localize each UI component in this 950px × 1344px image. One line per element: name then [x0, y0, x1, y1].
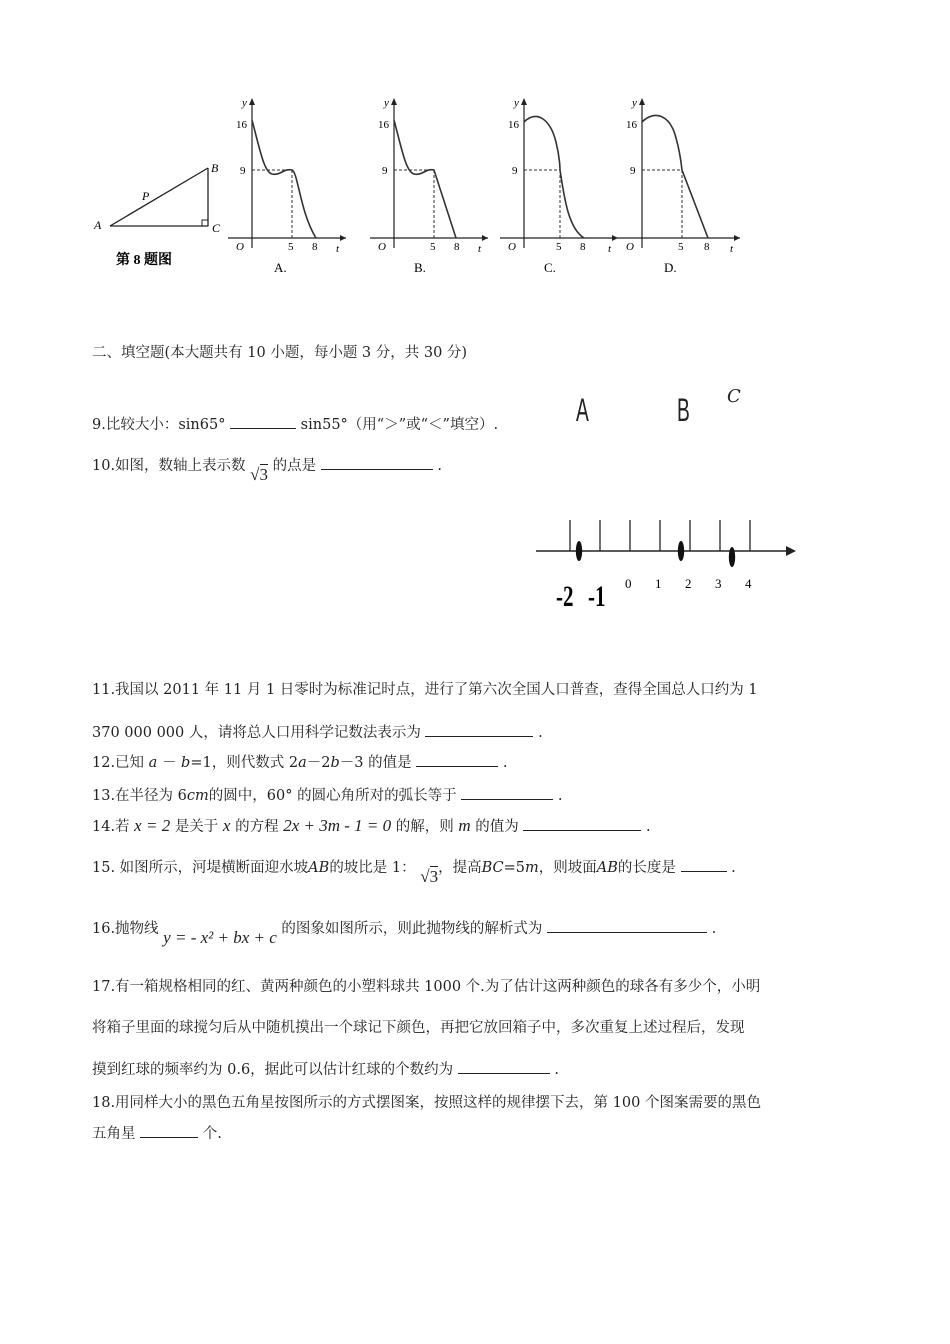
- q9-answer-blank[interactable]: [230, 414, 296, 429]
- triangle-label-b: B: [211, 161, 219, 175]
- q17-answer-blank[interactable]: [458, 1059, 550, 1074]
- axis-9: 9: [382, 165, 388, 177]
- q12-b2: b: [330, 755, 340, 771]
- q13-end: .: [557, 788, 563, 804]
- graph-label: B.: [414, 260, 426, 275]
- axis-t: t: [336, 243, 340, 255]
- q13-cm: cm: [186, 788, 209, 804]
- question-13: [92, 785, 562, 806]
- q10-end: .: [437, 458, 442, 474]
- q14-end: .: [645, 819, 651, 835]
- nl-label-0: 0: [625, 576, 632, 591]
- point-b-marker: [678, 541, 684, 561]
- axis-5: 5: [288, 241, 294, 253]
- q12-p4: －3 的值是: [339, 755, 412, 771]
- q15-end: .: [731, 860, 736, 876]
- question-10: [92, 455, 442, 484]
- axis-8: 8: [454, 241, 460, 253]
- q15-p4: =5: [503, 860, 526, 876]
- axis-16: 16: [508, 119, 519, 131]
- q9-letter-c: C: [727, 386, 741, 407]
- figure-caption: 第 8 题图: [116, 253, 172, 268]
- axis-5: 5: [678, 241, 684, 253]
- triangle-figure: [110, 168, 208, 226]
- q11-text: 370 000 000 人，请将总人口用科学记数法表示为: [92, 725, 421, 741]
- q12-p1: 12.已知: [92, 755, 145, 771]
- q12-minus: －: [161, 755, 177, 771]
- axis-t: t: [730, 243, 734, 255]
- graph-label: D.: [664, 260, 677, 275]
- q14-m: m: [458, 816, 471, 835]
- axis-9: 9: [512, 165, 518, 177]
- axis-origin: O: [236, 241, 244, 253]
- q14-p3: 的方程: [235, 819, 279, 835]
- q12-a2: a: [298, 755, 307, 771]
- question-18-line-2: [92, 1123, 222, 1144]
- q15-unit: m: [525, 860, 539, 876]
- q14-eq1: x = 2: [134, 816, 171, 835]
- q16-eq: y = - x² + bx + c: [163, 928, 277, 947]
- q14-eq2: 2x + 3m - 1 = 0: [283, 816, 392, 835]
- axis-16: 16: [626, 119, 637, 131]
- axis-8: 8: [312, 241, 318, 253]
- question-17-line-2: 将箱子里面的球搅匀后从中随机摸出一个球记下颜色，再把它放回箱子中，多次重复上述过程后，发现: [92, 1020, 745, 1036]
- q12-answer-blank[interactable]: [416, 752, 498, 767]
- question-11-line-2: [92, 722, 543, 743]
- q12-p3: －2: [306, 755, 331, 771]
- q9-letter-b: B: [677, 392, 690, 428]
- axis-t: t: [608, 243, 612, 255]
- q14-answer-blank[interactable]: [523, 816, 641, 831]
- q14-p5: 的值为: [475, 819, 519, 835]
- q9-letter-a: A: [576, 392, 589, 428]
- question-17-line-3: [92, 1059, 559, 1080]
- q17-text: 摸到红球的频率约为 0.6，据此可以估计红球的个数约为: [92, 1062, 454, 1078]
- triangle-label-c: C: [212, 221, 221, 235]
- q14-p2: 是关于: [174, 819, 219, 835]
- q10-sqrt: √3: [250, 465, 269, 484]
- nl-label-3: 3: [715, 576, 722, 591]
- q14-p1: 14.若: [92, 819, 130, 835]
- figure-row-q8: [88, 92, 768, 292]
- graph-label: C.: [544, 260, 556, 275]
- q16-p1: 16.抛物线: [92, 921, 159, 937]
- axis-y: y: [632, 97, 637, 109]
- q15-ab: AB: [308, 860, 330, 876]
- q11-answer-blank[interactable]: [425, 722, 533, 737]
- q15-bc: BC: [481, 860, 504, 876]
- q16-end: .: [711, 921, 717, 937]
- graph-d: [618, 97, 740, 275]
- q12-p2: =1，则代数式 2: [190, 755, 299, 771]
- axis-y: y: [384, 97, 389, 109]
- q9-text-2: sin55°（用“＞”或“＜”填空）.: [300, 417, 499, 433]
- triangle-label-p: P: [142, 189, 150, 203]
- number-line-figure: [530, 510, 810, 620]
- q17-end: .: [554, 1062, 559, 1078]
- q15-answer-blank[interactable]: [681, 857, 727, 872]
- q15-p1: 15. 如图所示，河堤横断面迎水坡: [92, 860, 309, 876]
- axis-origin: O: [626, 241, 634, 253]
- question-12: [92, 752, 507, 773]
- q18-answer-blank[interactable]: [140, 1123, 198, 1138]
- nl-label-1: 1: [655, 576, 662, 591]
- q16-p2: 的图象如图所示，则此抛物线的解析式为: [281, 921, 543, 937]
- nl-label-minus-2: -2: [556, 579, 574, 613]
- axis-y: y: [514, 97, 519, 109]
- axis-origin: O: [508, 241, 516, 253]
- point-c-marker: [729, 547, 735, 567]
- graph-b: [370, 97, 488, 275]
- nl-label-minus-1: -1: [588, 579, 606, 613]
- axis-16: 16: [378, 119, 389, 131]
- nl-label-4: 4: [745, 576, 752, 591]
- q12-end: .: [502, 755, 508, 771]
- question-16: [92, 918, 717, 947]
- point-a-marker: [576, 541, 582, 561]
- q15-p3: ，提高: [438, 860, 482, 876]
- q15-p6: 的长度是: [617, 860, 676, 876]
- question-17-line-1: 17.有一箱规格相同的红、黄两种颜色的小塑料球共 1000 个.为了估计这两种颜色的球各有多少个，小明: [92, 979, 761, 995]
- q14-p4: 的解，则: [395, 819, 454, 835]
- axis-y: y: [242, 97, 247, 109]
- q9-text-1: 9.比较大小：sin65°: [92, 417, 226, 433]
- q13-answer-blank[interactable]: [461, 785, 553, 800]
- q12-a: a: [148, 755, 158, 771]
- q14-x: x: [222, 816, 231, 835]
- q10-text-2: 的点是: [272, 458, 317, 474]
- graph-c: [500, 97, 618, 275]
- q15-ab2: AB: [596, 860, 618, 876]
- question-11-line-1: 11.我国以 2011 年 11 月 1 日零时为标准记时点，进行了第六次全国人口普查，查得全国总人口约为 1: [92, 682, 758, 698]
- axis-8: 8: [580, 241, 586, 253]
- q15-p5: ，则坡面: [538, 860, 597, 876]
- q12-b: b: [181, 755, 191, 771]
- question-14: [92, 816, 651, 837]
- question-9: [92, 414, 498, 435]
- q13-p2: 的圆中，60° 的圆心角所对的弧长等于: [208, 788, 457, 804]
- q13-p1: 13.在半径为 6: [92, 788, 187, 804]
- triangle-label-a: A: [94, 218, 102, 232]
- question-15: [92, 857, 736, 886]
- axis-5: 5: [430, 241, 436, 253]
- q16-answer-blank[interactable]: [547, 918, 707, 933]
- axis-16: 16: [236, 119, 247, 131]
- question-18-line-1: 18.用同样大小的黑色五角星按图所示的方式摆图案，按照这样的规律摆下去，第 100 个图案需要的黑色: [92, 1095, 761, 1111]
- q10-answer-blank[interactable]: [321, 455, 433, 470]
- axis-9: 9: [630, 165, 636, 177]
- axis-9: 9: [240, 165, 246, 177]
- q18-text-1: 五角星: [92, 1126, 136, 1142]
- axis-5: 5: [556, 241, 562, 253]
- axis-8: 8: [704, 241, 710, 253]
- q18-text-2: 个.: [202, 1126, 222, 1142]
- q11-end: .: [538, 725, 543, 741]
- graph-label: A.: [274, 260, 287, 275]
- q15-radicand: 3: [429, 867, 439, 886]
- q15-p2: 的坡比是 1：: [329, 860, 416, 876]
- nl-label-2: 2: [685, 576, 692, 591]
- q15-sqrt: √3: [420, 867, 439, 886]
- axis-t: t: [478, 243, 482, 255]
- graph-a: [228, 97, 346, 275]
- section-heading: 二、填空题(本大题共有 10 小题，每小题 3 分，共 30 分): [92, 345, 468, 361]
- q10-text-1: 10.如图，数轴上表示数: [92, 458, 246, 474]
- axis-origin: O: [378, 241, 386, 253]
- q10-radicand: 3: [259, 465, 269, 484]
